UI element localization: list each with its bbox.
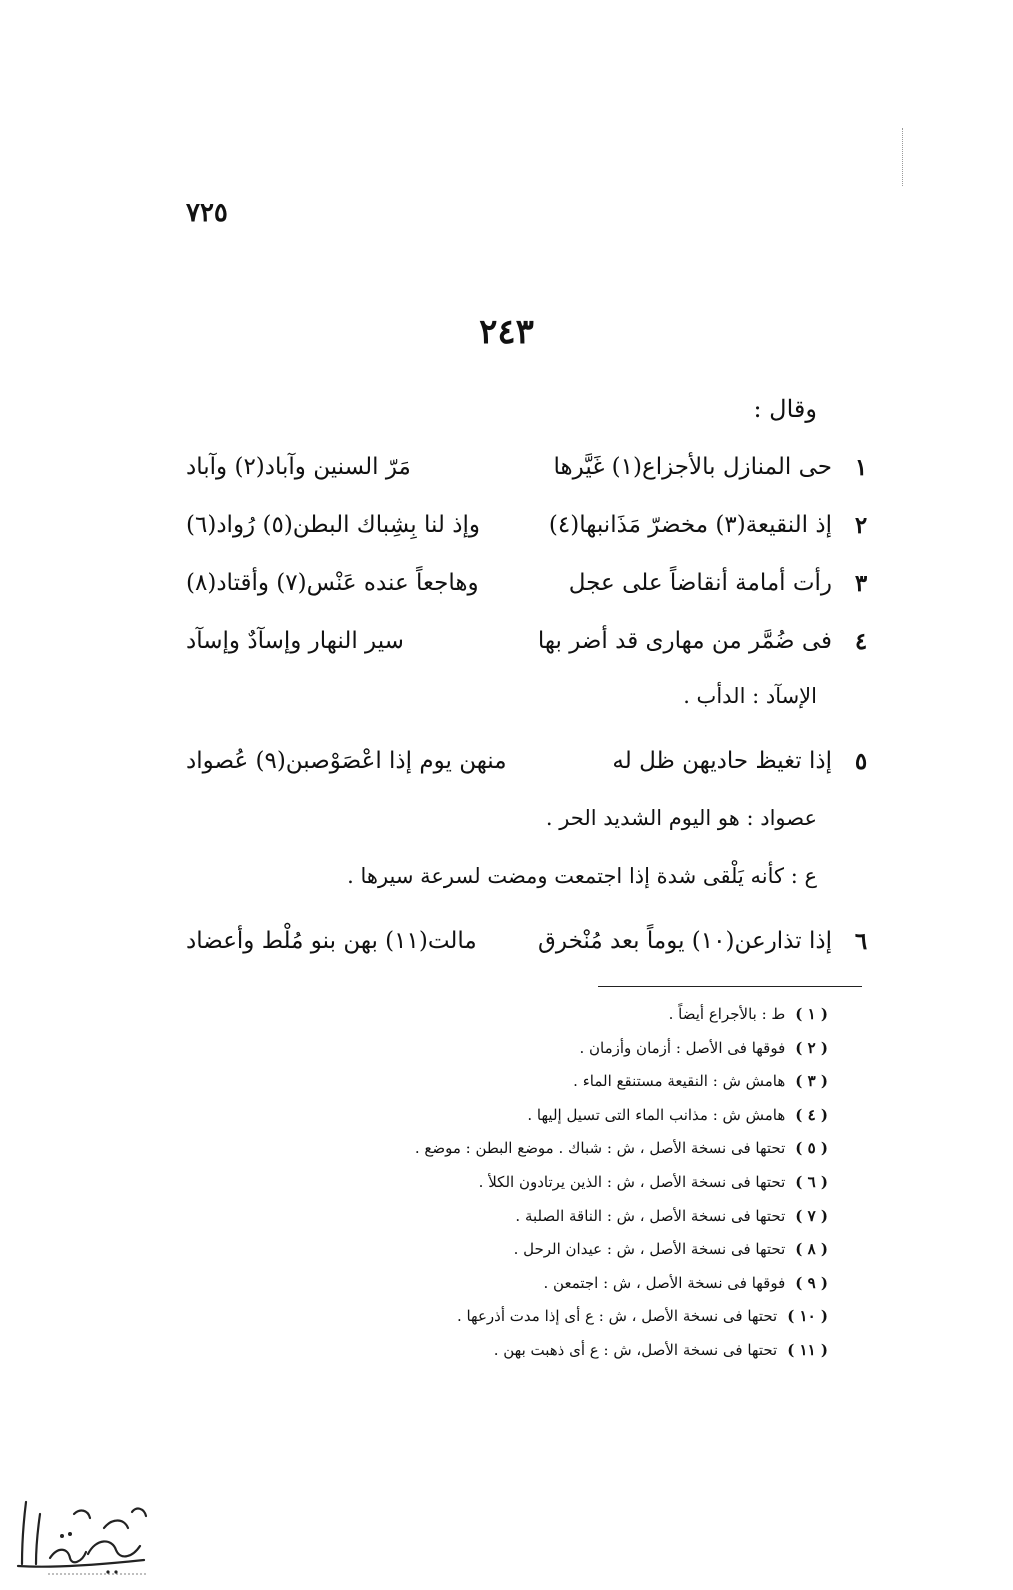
verse-number: ٦ [854,928,868,955]
verse-first-hemistich: إذا تغيظ حاديهن ظل له [612,748,832,774]
verse-line [186,742,874,792]
verse-line [186,506,874,556]
verse-number: ٤ [854,628,868,655]
footnote-number: ( ٥ ) [795,1139,828,1158]
verse-second-hemistich: سير النهار وإسآدٌ وإسآد [186,628,404,654]
verse-second-hemistich: مالت(١١) بهن بنو مُلْط وأعضاد [186,928,477,954]
footnote [415,1032,828,1066]
footnotes [415,998,828,1368]
footnote [415,1267,828,1301]
footnote-text: تحتها فى نسخة الأصل ، ش : الناقة الصلبة . [515,1206,786,1225]
verse-second-hemistich: وهاجعاً عنده عَنْس(٧) وأقتاد(٨) [186,570,479,596]
footnote-number: ( ٦ ) [795,1172,828,1191]
footnote-text: تحتها فى نسخة الأصل ، ش : شباك . موضع البطن : موضع . [414,1139,786,1158]
footnote-number: ( ٩ ) [795,1273,828,1292]
verse-first-hemistich: إذا تذارعن(١٠) يوماً بعد مُنْخرق [538,928,832,954]
verse-first-hemistich: رأت أمامة أنقاضاً على عجل [568,570,832,596]
footnote-text: هامش ش : مذانب الماء التى تسيل إليها . [527,1105,786,1124]
verse-first-hemistich: فى ضُمَّر من مهارى قد أضر بها [537,628,832,654]
verse-line [186,922,874,972]
footnote [415,1132,828,1166]
footnote [415,1200,828,1234]
footnote [415,998,828,1032]
footnote-number: ( ٨ ) [795,1240,828,1259]
footnote-text: تحتها فى نسخة الأصل ، ش : عيدان الرحل . [513,1240,786,1259]
calligraphy-stamp-logo [8,1488,158,1578]
footnote-number: ( ١ ) [795,1005,828,1023]
verse-number: ٣ [854,570,868,597]
verse-line [186,448,874,498]
poem-number: ٢٤٣ [479,312,534,352]
footnote-text: فوقها فى نسخة الأصل ، ش : اجتمعن . [543,1273,786,1292]
verse-line [186,622,874,672]
footnote-text: تحتها فى نسخة الأصل، ش : ع أى ذهبت بهن . [493,1340,778,1359]
footnote-number: ( ٣ ) [795,1072,828,1091]
footnote-text: تحتها فى نسخة الأصل ، ش : الذين يرتادون الكلأ . [478,1172,786,1191]
footnote [415,1334,828,1368]
verse-number: ٢ [854,512,868,539]
footnote-text: ط : بالأجراع أيضاً . [668,1005,786,1023]
verse-number: ١ [854,454,868,481]
footnote [415,1233,828,1267]
verse-number: ٥ [854,748,868,775]
verse-second-hemistich: وإذ لنا بِشِباك البطن(٥) رُواد(٦) [186,512,480,538]
page-number: ٧٢٥ [186,198,228,228]
footnote-number: ( ٢ ) [795,1038,828,1057]
gloss-line: الإسآد : الدأب . [683,684,817,708]
footnote [415,1300,828,1334]
gloss-line: عصواد : هو اليوم الشديد الحر . [545,806,817,830]
footnote [415,1099,828,1133]
verse-second-hemistich: مَرّ السنين وآباد(٢) وآباد [186,454,411,480]
verse-line [186,564,874,614]
footnote-text: فوقها فى الأصل : أزمان وأزمان . [579,1038,786,1057]
poem-intro: وقال : [753,395,817,423]
footnote-text: تحتها فى نسخة الأصل ، ش : ع أى إذا مدت أذرعها . [456,1307,778,1326]
footnote-number: ( ٤ ) [795,1105,828,1124]
gloss-line: ع : كأنه يَلْقى شدة إذا اجتمعت ومضت لسرعة سيرها . [347,864,817,888]
margin-mark [902,128,905,186]
footnote [415,1065,828,1099]
footnote-number: ( ٧ ) [795,1206,828,1225]
verse-second-hemistich: منهن يوم إذا اعْصَوْصبن(٩) عُصواد [186,748,507,774]
footnote-rule [598,986,862,987]
footnote-number: ( ١٠ ) [787,1307,828,1326]
verse-first-hemistich: حى المنازل بالأجزاع(١) غَيَّرها [553,454,832,480]
verse-first-hemistich: إذ النقيعة(٣) مخضرّ مَذَانبها(٤) [548,512,832,538]
footnote-number: ( ١١ ) [787,1340,828,1359]
footnote [415,1166,828,1200]
footnote-text: هامش ش : النقيعة مستنقع الماء . [573,1072,786,1091]
